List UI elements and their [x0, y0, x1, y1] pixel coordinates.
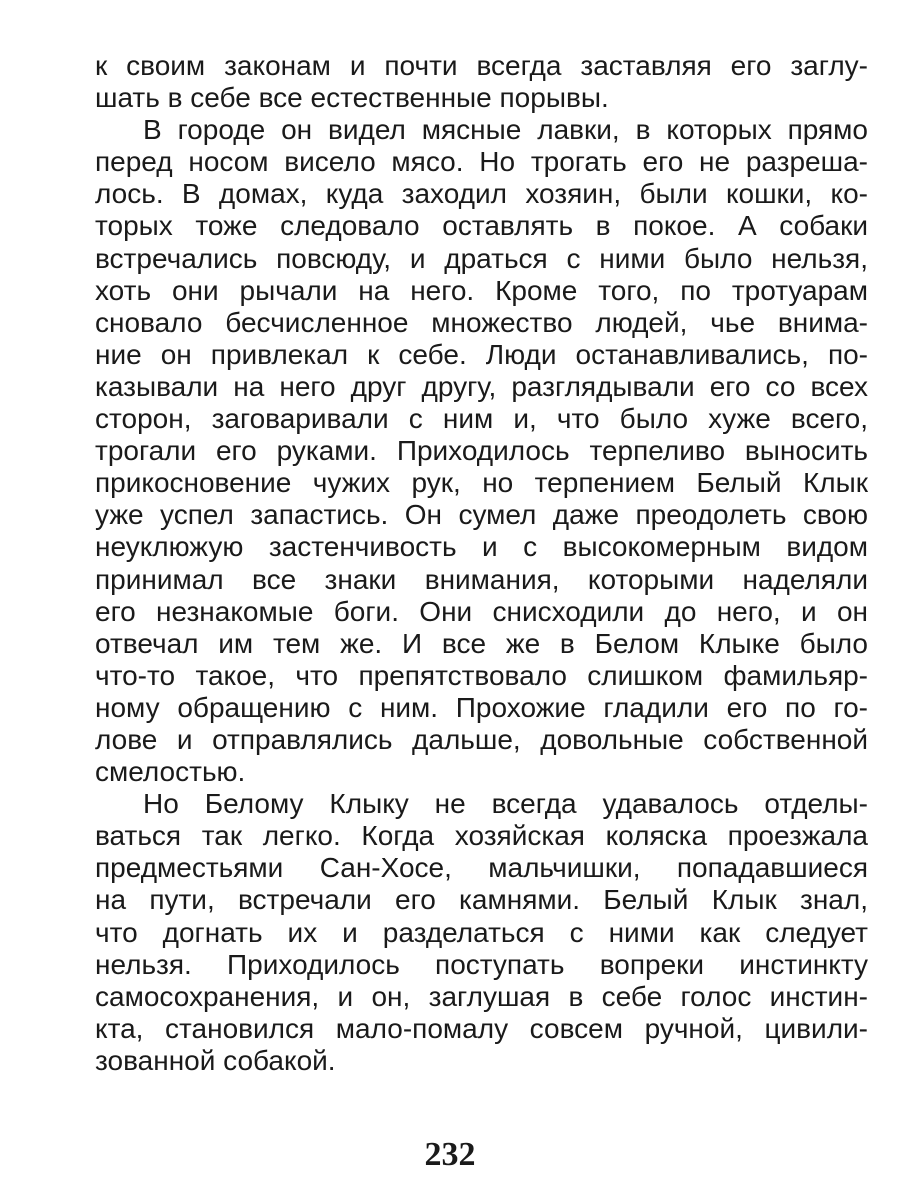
- page-number: 232: [424, 1136, 476, 1173]
- text-line: торых тоже следовало оставлять в покое. А собаки: [95, 210, 868, 242]
- text-line: самосохранения, и он, заглушая в себе голос инстин-: [95, 980, 868, 1012]
- text-line: уже успел запастись. Он сумел даже преодолеть свою: [95, 499, 868, 531]
- text-line: отвечал им тем же. И все же в Белом Клыке было: [95, 627, 868, 659]
- text-line: ние он привлекал к себе. Люди останавливались, по-: [95, 338, 868, 370]
- text-line: ваться так легко. Когда хозяйская коляска проезжала: [95, 820, 868, 852]
- text-line: сторон, заговаривали с ним и, что было хуже всего,: [95, 403, 868, 435]
- text-line: Но Белому Клыку не всегда удавалось отделы-: [143, 788, 868, 820]
- text-line: зованной собакой.: [95, 1044, 336, 1076]
- paragraph: [95, 50, 868, 114]
- text-line: лове и отправлялись дальше, довольные собственной: [95, 723, 868, 755]
- text-line: перед носом висело мясо. Но трогать его не разреша-: [95, 146, 868, 178]
- text-line: на пути, встречали его камнями. Белый Клык знал,: [95, 884, 868, 916]
- text-line: кта, становился мало-помалу совсем ручной, цивили-: [95, 1012, 868, 1044]
- text-line: хоть они рычали на него. Кроме того, по тротуарам: [95, 274, 868, 306]
- page-body: [95, 50, 868, 1077]
- text-line: встречались повсюду, и драться с ними было нельзя,: [95, 242, 868, 274]
- text-line: В городе он видел мясные лавки, в которых прямо: [143, 114, 868, 146]
- text-line: нельзя. Приходилось поступать вопреки инстинкту: [95, 948, 868, 980]
- text-line: что догнать их и разделаться с ними как следует: [95, 916, 868, 948]
- text-line: казывали на него друг другу, разглядывали его со всех: [95, 370, 868, 402]
- text-line: трогали его руками. Приходилось терпеливо выносить: [95, 435, 868, 467]
- paragraph: [95, 788, 868, 1077]
- text-line: что-то такое, что препятствовало слишком фамильяр-: [95, 659, 868, 691]
- text-line: неуклюжую застенчивость и с высокомерным видом: [95, 531, 868, 563]
- text-line: прикосновение чужих рук, но терпением Белый Клык: [95, 467, 868, 499]
- text-line: ному обращению с ним. Прохожие гладили его по го-: [95, 691, 868, 723]
- text-line: смелостью.: [95, 756, 246, 788]
- text-line: лось. В домах, куда заходил хозяин, были кошки, ко-: [95, 178, 868, 210]
- paragraph: [95, 114, 868, 788]
- text-line: к своим законам и почти всегда заставляя его заглу-: [95, 50, 868, 81]
- text-line: принимал все знаки внимания, которыми наделяли: [95, 563, 868, 595]
- text-line: сновало бесчисленное множество людей, чье внима-: [95, 306, 868, 338]
- text-line: шать в себе все естественные порывы.: [95, 82, 609, 114]
- text-line: предместьями Сан-Хосе, мальчишки, попадавшиеся: [95, 852, 868, 884]
- text-line: его незнакомые боги. Они снисходили до него, и он: [95, 595, 868, 627]
